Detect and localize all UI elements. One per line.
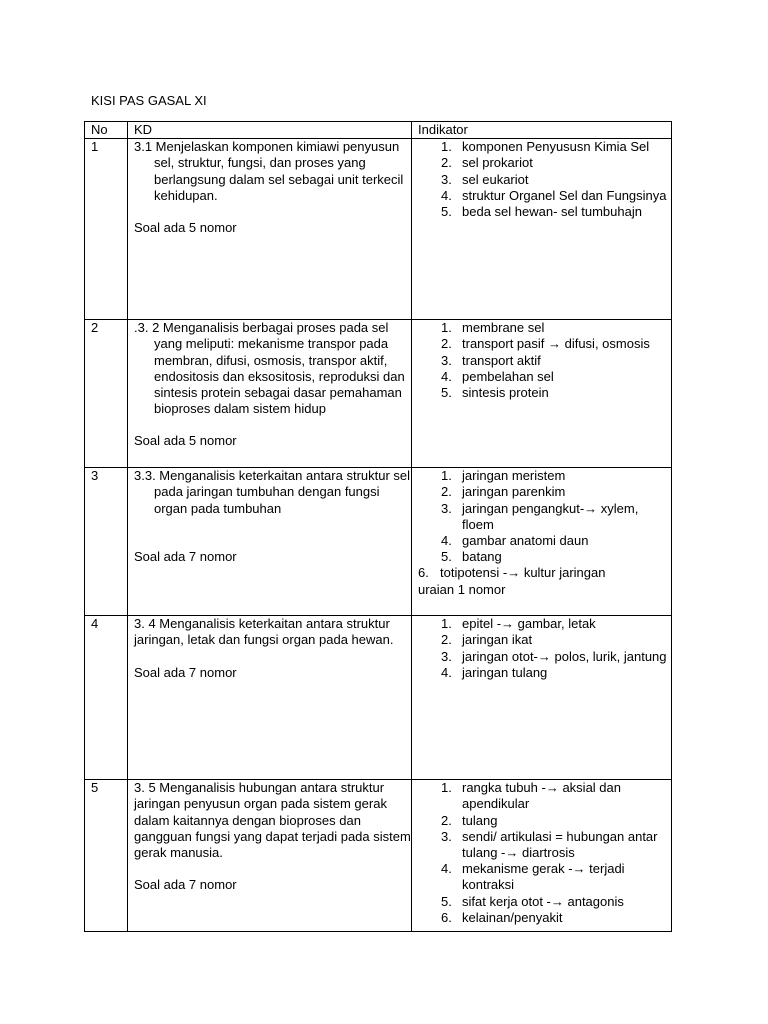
row-number: 1	[85, 139, 128, 320]
list-item: 4. struktur Organel Sel dan Fungsinya	[441, 187, 667, 203]
row-number: 4	[85, 616, 128, 780]
kd-text: 3. 5 Menganalisis hubungan antara struktur jaringan penyusun organ pada sistem gerak dalam kaitannya dengan bioproses dan gangguan fungsi yang dapat terjadi pada sistem gerak manusia.	[134, 780, 411, 861]
list-item: 1. membrane sel	[441, 320, 545, 336]
table-row	[85, 139, 672, 320]
indikator-list	[418, 139, 671, 220]
list-item: 1. jaringan meristem	[441, 468, 566, 484]
kd-text: 3.3. Menganalisis keterkaitan antara struktur sel pada jaringan tumbuhan dengan fungsi organ pada tumbuhan	[134, 468, 411, 516]
list-item: 3. transport aktif	[441, 352, 541, 368]
kd-cell	[128, 616, 412, 780]
table-header-row	[85, 122, 672, 139]
kd-cell	[128, 468, 412, 616]
indikator-list	[418, 616, 671, 681]
list-item: 5. sifat kerja otot -→ antagonis	[441, 893, 624, 909]
kd-cell	[128, 780, 412, 932]
soal-count: Soal ada 7 nomor	[134, 548, 237, 564]
soal-count: Soal ada 5 nomor	[134, 433, 237, 449]
soal-count: Soal ada 7 nomor	[134, 664, 237, 680]
kd-cell	[128, 139, 412, 320]
list-item: 3. jaringan pengangkut-→ xylem, floem	[441, 500, 639, 532]
list-item: 1. epitel -→ gambar, letak	[441, 616, 596, 632]
header-kd: KD	[128, 122, 412, 139]
list-item: 5. beda sel hewan- sel tumbuhajn	[441, 204, 642, 220]
list-item: 2. jaringan ikat	[441, 632, 533, 648]
kd-text: 3. 4 Menganalisis keterkaitan antara struktur jaringan, letak dan fungsi organ pada hewan.	[134, 616, 394, 648]
list-item: 1. rangka tubuh -→ aksial dan apendikular	[441, 780, 621, 812]
indikator-cell	[412, 468, 672, 616]
kisi-table	[84, 121, 672, 932]
indikator-list	[418, 468, 671, 581]
list-item: 5. sintesis protein	[441, 385, 549, 401]
row-number: 3	[85, 468, 128, 616]
soal-count: Soal ada 7 nomor	[134, 877, 237, 893]
list-item: 2. jaringan parenkim	[441, 484, 566, 500]
list-item: 3. jaringan otot-→ polos, lurik, jantung	[441, 648, 667, 664]
list-item: 4. jaringan tulang	[441, 664, 548, 680]
kd-text: 3.1 Menjelaskan komponen kimiawi penyusun sel, struktur, fungsi, dan proses yang berlangsung dalam sel sebagai unit terkecil kehidupan.	[134, 139, 404, 203]
table-row	[85, 468, 672, 616]
list-item: 6. kelainan/penyakit	[441, 909, 563, 925]
kd-text: .3. 2 Menganalisis berbagai proses pada sel yang meliputi: mekanisme transpor pada membran, difusi, osmosis, transpor aktif, endositosis dan eksositosis, reproduksi dan sintesis protein sebagai dasar pemahaman bioproses dalam sistem hidup	[134, 320, 405, 417]
list-item: 2. transport pasif → difusi, osmosis	[441, 336, 650, 352]
table-row	[85, 780, 672, 932]
extra-note: uraian 1 nomor	[418, 581, 506, 597]
table-row	[85, 320, 672, 468]
indikator-list	[418, 320, 671, 401]
header-indikator: Indikator	[412, 122, 672, 139]
table-row	[85, 616, 672, 780]
list-item: 4. gambar anatomi daun	[441, 533, 589, 549]
list-item: 5. batang	[441, 549, 502, 565]
row-number: 2	[85, 320, 128, 468]
list-item: 4. pembelahan sel	[441, 368, 554, 384]
indikator-cell	[412, 616, 672, 780]
row-number: 5	[85, 780, 128, 932]
header-no: No	[85, 122, 128, 139]
soal-count: Soal ada 5 nomor	[134, 220, 237, 236]
list-item: 4. mekanisme gerak -→ terjadi kontraksi	[441, 861, 625, 893]
list-item: 6. totipotensi -→ kultur jaringan	[418, 565, 606, 581]
indikator-cell	[412, 780, 672, 932]
indikator-cell	[412, 320, 672, 468]
document-title: KISI PAS GASAL XI	[91, 93, 207, 108]
list-item: 1. komponen Penyususn Kimia Sel	[441, 139, 650, 155]
list-item: 3. sendi/ artikulasi = hubungan antar tulang -→ diartrosis	[441, 828, 658, 861]
kd-cell	[128, 320, 412, 468]
list-item: 2. sel prokariot	[441, 155, 533, 171]
indikator-cell	[412, 139, 672, 320]
list-item: 3. sel eukariot	[441, 171, 529, 187]
indikator-list	[418, 780, 671, 926]
list-item: 2. tulang	[441, 812, 498, 828]
